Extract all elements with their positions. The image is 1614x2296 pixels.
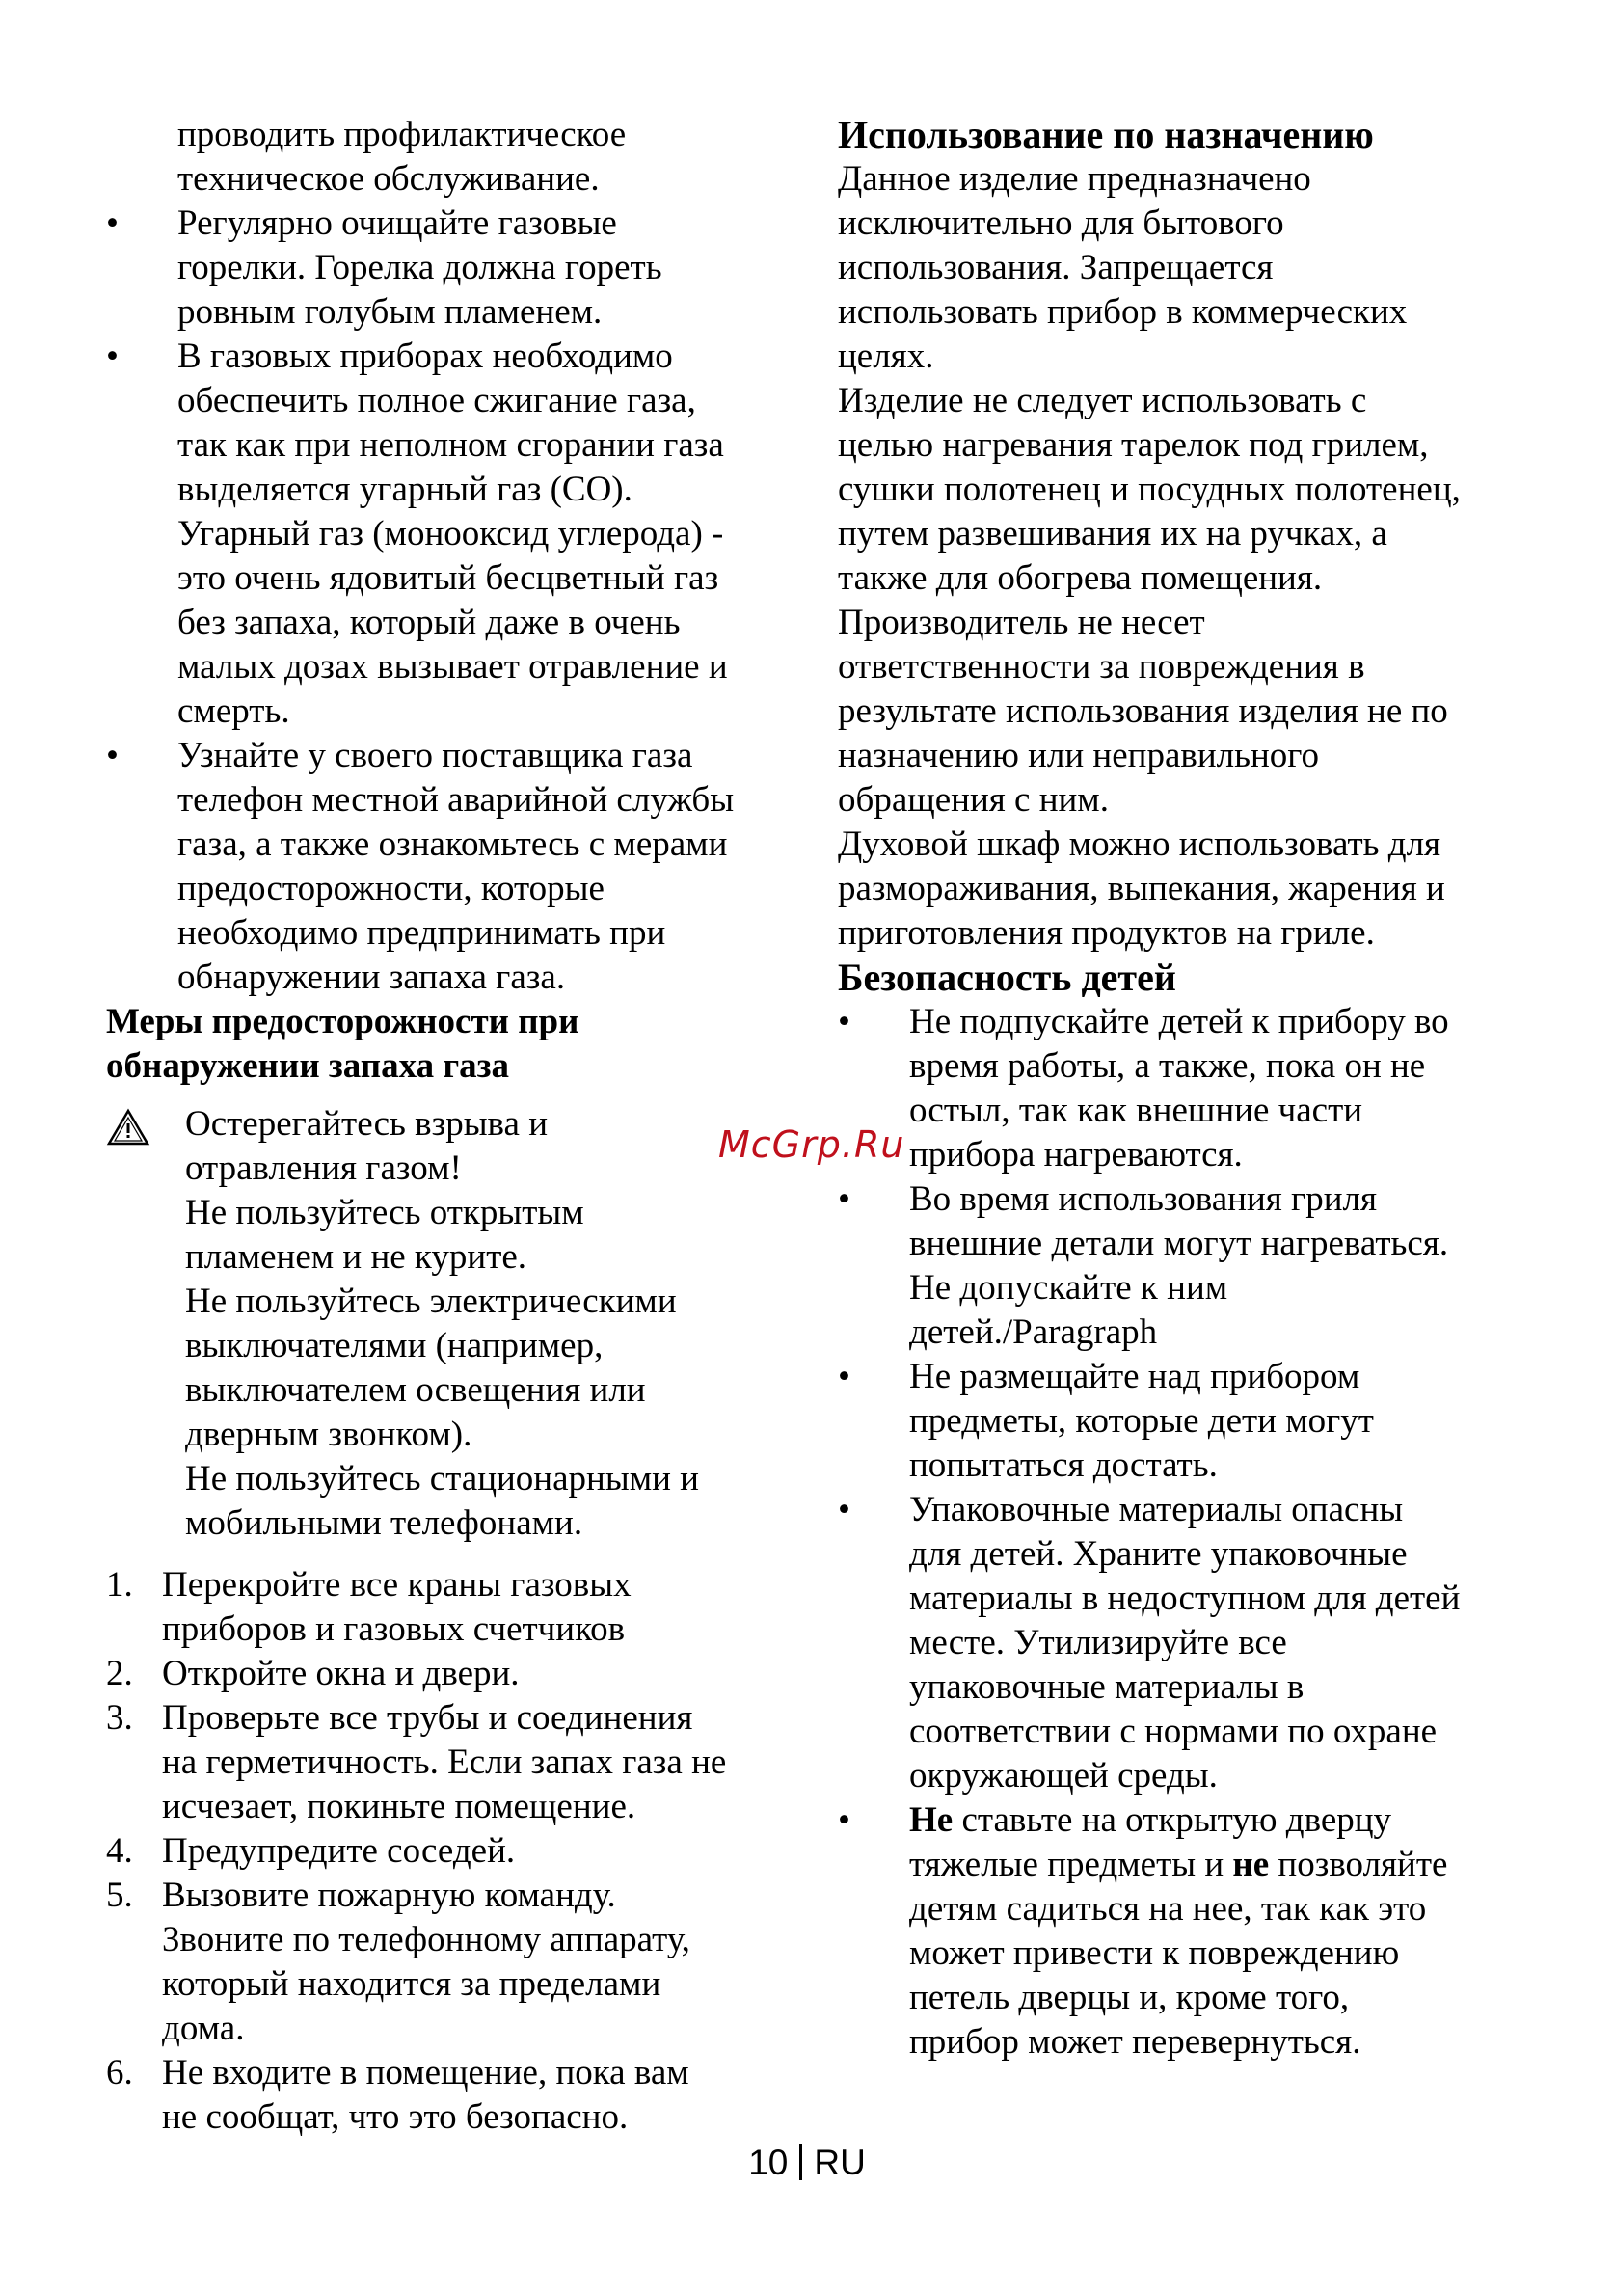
text-line: Не пользуйтесь открытым	[185, 1193, 584, 1232]
warning-triangle-icon	[106, 1108, 150, 1147]
text-line: попытаться достать.	[909, 1445, 1218, 1485]
text-line: Звоните по телефонному аппарату,	[162, 1920, 690, 1959]
text-line: результате использования изделия не по	[838, 691, 1448, 731]
text-line: обеспечить полное сжигание газа,	[177, 381, 696, 420]
bullet-mark: •	[838, 1002, 850, 1041]
text-line: сушки полотенец и посудных полотенец,	[838, 470, 1461, 509]
step-number: 6.	[106, 2053, 133, 2093]
step-number: 5.	[106, 1876, 133, 1915]
text-line: материалы в недоступном для детей	[909, 1579, 1461, 1618]
numbered-step	[106, 1696, 800, 1829]
bullet-item	[838, 1488, 1532, 1798]
inline-text: тяжелые предметы и	[909, 1845, 1233, 1884]
numbered-step	[106, 1563, 800, 1652]
footer-divider	[799, 2144, 802, 2180]
text-line: Упаковочные материалы опасны	[909, 1490, 1404, 1529]
text-line: прибора нагреваются.	[909, 1135, 1243, 1175]
bullet-mark: •	[838, 1357, 850, 1396]
numbered-step	[106, 1874, 800, 2051]
text-line: Регулярно очищайте газовые	[177, 203, 617, 243]
step-number: 2.	[106, 1654, 133, 1693]
warning-block	[106, 1102, 800, 1546]
text-line: путем развешивания их на ручках, а	[838, 514, 1387, 554]
bold-text: не	[1232, 1845, 1270, 1884]
text-line: остыл, так как внешние части	[909, 1091, 1363, 1130]
text-line: выключателем освещения или	[185, 1370, 646, 1410]
text-line: предметы, которые дети могут	[909, 1401, 1374, 1441]
language-code: RU	[814, 2143, 866, 2182]
bullet-item	[106, 734, 800, 1000]
text-line: Узнайте у своего поставщика газа	[177, 736, 693, 775]
text-line: выключателями (например,	[185, 1326, 604, 1365]
text-line: детей./Paragraph	[909, 1312, 1158, 1352]
heading-line: обнаружении запаха газа	[106, 1046, 510, 1086]
text-line: детям садиться на нее, так как это	[909, 1889, 1427, 1929]
text-line: проводить профилактическое	[177, 115, 627, 154]
paragraph	[838, 379, 1532, 601]
text-line: Вызовите пожарную команду.	[162, 1876, 616, 1915]
text-line: Не подпускайте детей к прибору во	[909, 1002, 1449, 1041]
text-line	[909, 1798, 1532, 1843]
text-line: не сообщат, что это безопасно.	[162, 2097, 629, 2137]
text-line: пламенем и не курите.	[185, 1237, 527, 1277]
text-line: предосторожности, которые	[177, 869, 605, 908]
page-number: 10	[748, 2143, 789, 2182]
text-line: может привести к повреждению	[909, 1933, 1400, 1973]
text-line: дома.	[162, 2009, 245, 2048]
text-line: телефон местной аварийной службы	[177, 780, 735, 820]
text-line: Во время использования гриля	[909, 1179, 1378, 1219]
text-line: обращения с ним.	[838, 780, 1109, 820]
text-line	[909, 1843, 1532, 1887]
intro-continuation	[106, 113, 800, 202]
text-line: отравления газом!	[185, 1148, 462, 1188]
text-line: прибор может перевернуться.	[909, 2022, 1361, 2062]
bullet-item	[838, 1355, 1532, 1488]
text-line: Духовой шкаф можно использовать для	[838, 824, 1441, 864]
left-column	[106, 113, 800, 2140]
text-line: Проверьте все трубы и соединения	[162, 1698, 693, 1738]
text-line: который находится за пределами	[162, 1964, 661, 2004]
text-line: целях.	[838, 337, 934, 376]
text-line: Не допускайте к ним	[909, 1268, 1228, 1308]
text-line: Не пользуйтесь электрическими	[185, 1282, 677, 1321]
step-number: 4.	[106, 1831, 133, 1871]
bullet-mark: •	[106, 736, 119, 775]
paragraph	[838, 157, 1532, 379]
text-line: дверным звонком).	[185, 1415, 472, 1454]
text-line: Остерегайтесь взрыва и	[185, 1104, 549, 1144]
text-line: обнаружении запаха газа.	[177, 958, 566, 997]
text-line: Угарный газ (монооксид углерода) -	[177, 514, 724, 554]
text-line: Предупредите соседей.	[162, 1831, 516, 1871]
text-line: В газовых приборах необходимо	[177, 337, 673, 376]
section-heading-gas-smell	[106, 1000, 800, 1089]
text-line: приборов и газовых счетчиков	[162, 1609, 626, 1649]
paragraph	[838, 823, 1532, 956]
text-line: также для обогрева помещения.	[838, 558, 1323, 598]
bullet-mark: •	[838, 1179, 850, 1219]
paragraph	[838, 601, 1532, 823]
text-line: без запаха, который даже в очень	[177, 603, 681, 642]
step-number: 1.	[106, 1565, 133, 1605]
bullet-item	[106, 335, 800, 734]
section-heading-intended-use: Использование по назначению	[838, 113, 1374, 156]
text-line: смерть.	[177, 691, 290, 731]
text-line: Перекройте все краны газовых	[162, 1565, 632, 1605]
text-line: Не входите в помещение, пока вам	[162, 2053, 689, 2093]
text-line: использования. Запрещается	[838, 248, 1274, 287]
text-line: приготовления продуктов на гриле.	[838, 913, 1375, 953]
text-line: малых дозах вызывает отравление и	[177, 647, 728, 687]
numbered-step	[106, 1829, 800, 1874]
bullet-mark: •	[106, 203, 119, 243]
bullet-item	[838, 1798, 1532, 2065]
numbered-step	[106, 1652, 800, 1696]
text-line: окружающей среды.	[909, 1756, 1218, 1796]
text-line: использовать прибор в коммерческих	[838, 292, 1408, 332]
text-line: месте. Утилизируйте все	[909, 1623, 1287, 1662]
text-line: Не пользуйтесь стационарными и	[185, 1459, 699, 1499]
text-line: упаковочные материалы в	[909, 1667, 1305, 1707]
text-line: целью нагревания тарелок под грилем,	[838, 425, 1429, 465]
text-line: Не размещайте над прибором	[909, 1357, 1360, 1396]
bullet-mark: •	[106, 337, 119, 376]
step-number: 3.	[106, 1698, 133, 1738]
text-line: необходимо предпринимать при	[177, 913, 666, 953]
bullet-item	[106, 202, 800, 335]
bullet-item	[838, 1177, 1532, 1355]
numbered-step	[106, 2051, 800, 2140]
inline-text: позволяйте	[1269, 1845, 1448, 1884]
text-line: размораживания, выпекания, жарения и	[838, 869, 1445, 908]
text-line: Данное изделие предназначено	[838, 159, 1311, 199]
text-line: мобильными телефонами.	[185, 1503, 583, 1543]
text-line: это очень ядовитый бесцветный газ	[177, 558, 719, 598]
text-line: горелки. Горелка должна гореть	[177, 248, 662, 287]
text-line: петель дверцы и, кроме того,	[909, 1978, 1350, 2017]
text-line: внешние детали могут нагреваться.	[909, 1224, 1449, 1263]
inline-text: ставьте на открытую дверцу	[953, 1800, 1392, 1840]
text-line: для детей. Храните упаковочные	[909, 1534, 1408, 1574]
section-heading-child-safety: Безопасность детей	[838, 956, 1176, 999]
bold-text: Не	[909, 1800, 954, 1840]
right-column	[838, 113, 1532, 2065]
text-line: назначению или неправильного	[838, 736, 1320, 775]
bullet-item	[838, 1000, 1532, 1177]
text-line: время работы, а также, пока он не	[909, 1046, 1426, 1086]
text-line: ровным голубым пламенем.	[177, 292, 603, 332]
bullet-mark: •	[838, 1800, 850, 1840]
text-line: на герметичность. Если запах газа не	[162, 1742, 727, 1782]
bullet-mark: •	[838, 1490, 850, 1529]
page-footer	[0, 2143, 1614, 2183]
text-line: техническое обслуживание.	[177, 159, 600, 199]
text-line: выделяется угарный газ (CO).	[177, 470, 632, 509]
text-line: исключительно для бытового	[838, 203, 1284, 243]
text-line: Откройте окна и двери.	[162, 1654, 520, 1693]
heading-line: Меры предосторожности при	[106, 1002, 579, 1041]
text-line: ответственности за повреждения в	[838, 647, 1365, 687]
text-line: газа, а также ознакомьтесь с мерами	[177, 824, 728, 864]
text-line: Изделие не следует использовать с	[838, 381, 1367, 420]
text-line: так как при неполном сгорании газа	[177, 425, 724, 465]
text-line: Производитель не несет	[838, 603, 1205, 642]
watermark: McGrp.Ru	[718, 1123, 905, 1166]
text-line: соответствии с нормами по охране	[909, 1712, 1438, 1751]
text-line: исчезает, покиньте помещение.	[162, 1787, 636, 1826]
